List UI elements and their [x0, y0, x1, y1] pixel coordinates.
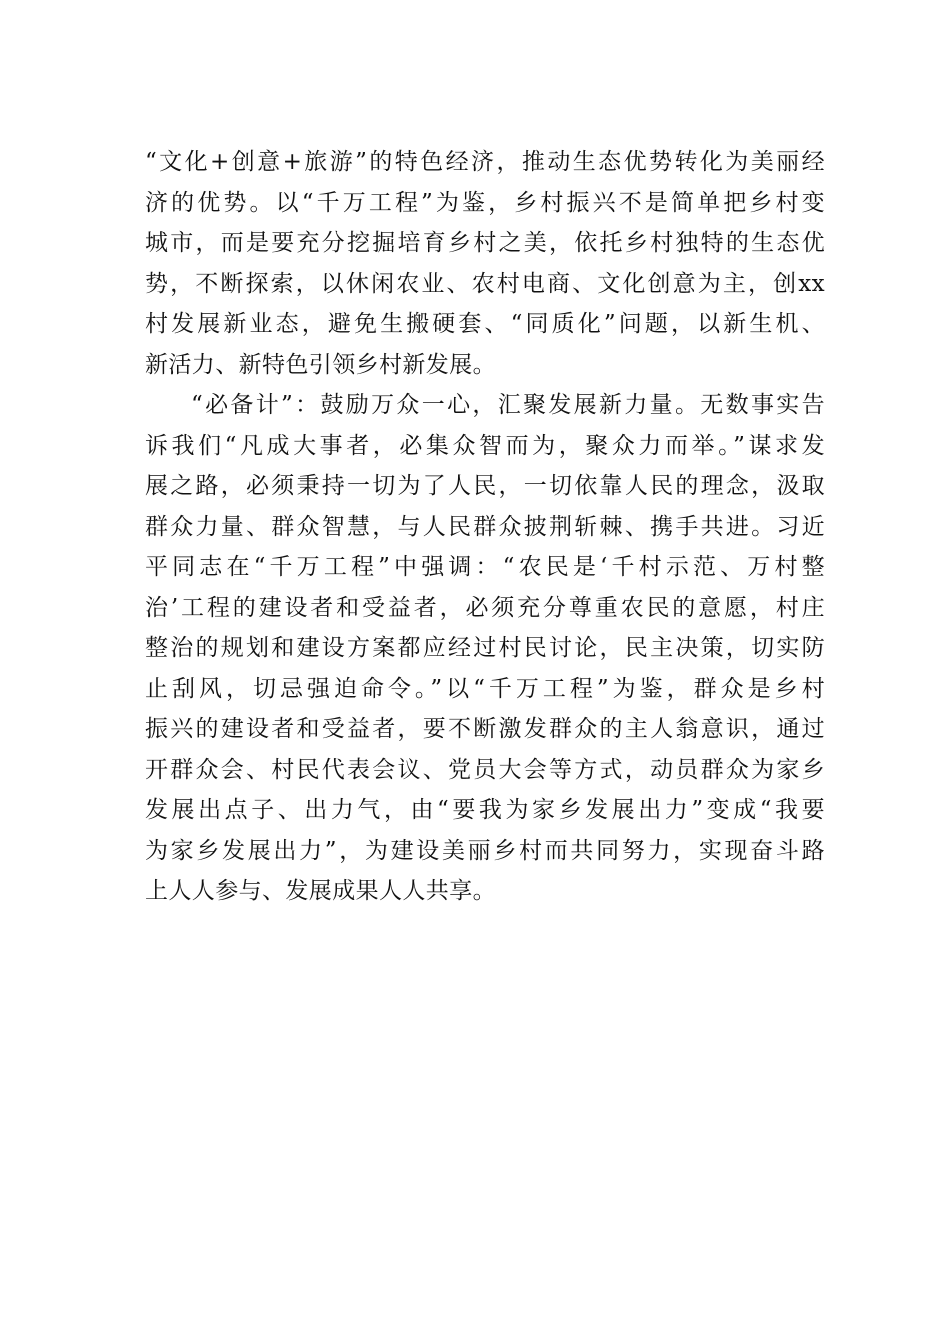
text-line: 平同志在“千万工程”中强调：“农民是‘千村示范、万村整 [145, 554, 825, 580]
text-line: 村发展新业态，避免生搬硬套、“同质化”问题，以新生机、 [145, 311, 825, 337]
text-line: 诉我们“凡成大事者，必集众智而为，聚众力而举。”谋求发 [145, 432, 825, 459]
text-line: 势，不断探索，以休闲农业、农村电商、文化创意为主，创xx [145, 270, 825, 297]
text-line: “文化+创意+旅游”的特色经济，推动生态优势转化为美丽经 [145, 149, 825, 175]
text-line: 整治的规划和建设方案都应经过村民讨论，民主决策，切实防 [145, 635, 825, 661]
text-line: “必备计”：鼓励万众一心，汇聚发展新力量。无数事实告 [191, 392, 825, 418]
text-line: 新活力、新特色引领乡村新发展。 [145, 351, 496, 378]
text-line: 城市，而是要充分挖掘培育乡村之美，依托乡村独特的生态优 [145, 230, 825, 256]
paragraph-1 [145, 142, 825, 385]
paragraph-2 [145, 385, 825, 912]
text-line: 振兴的建设者和受益者，要不断激发群众的主人翁意识，通过 [145, 716, 825, 742]
text-line: 上人人参与、发展成果人人共享。 [145, 878, 496, 904]
text-line: 发展出点子、出力气，由“要我为家乡发展出力”变成“我要 [145, 797, 825, 823]
text-line: 开群众会、村民代表会议、党员大会等方式，动员群众为家乡 [145, 756, 825, 783]
text-line: 济的优势。以“千万工程”为鉴，乡村振兴不是简单把乡村变 [145, 189, 825, 216]
text-line: 止刮风，切忌强迫命令。”以“千万工程”为鉴，群众是乡村 [145, 675, 825, 702]
text-line: 展之路，必须秉持一切为了人民，一切依靠人民的理念，汲取 [145, 473, 825, 499]
text-line: 为家乡发展出力”，为建设美丽乡村而共同努力，实现奋斗路 [145, 837, 825, 864]
text-line: 治’工程的建设者和受益者，必须充分尊重农民的意愿，村庄 [145, 594, 825, 621]
text-line: 群众力量、群众智慧，与人民群众披荆斩棘、携手共进。习近 [145, 513, 825, 540]
document-body [145, 142, 825, 912]
